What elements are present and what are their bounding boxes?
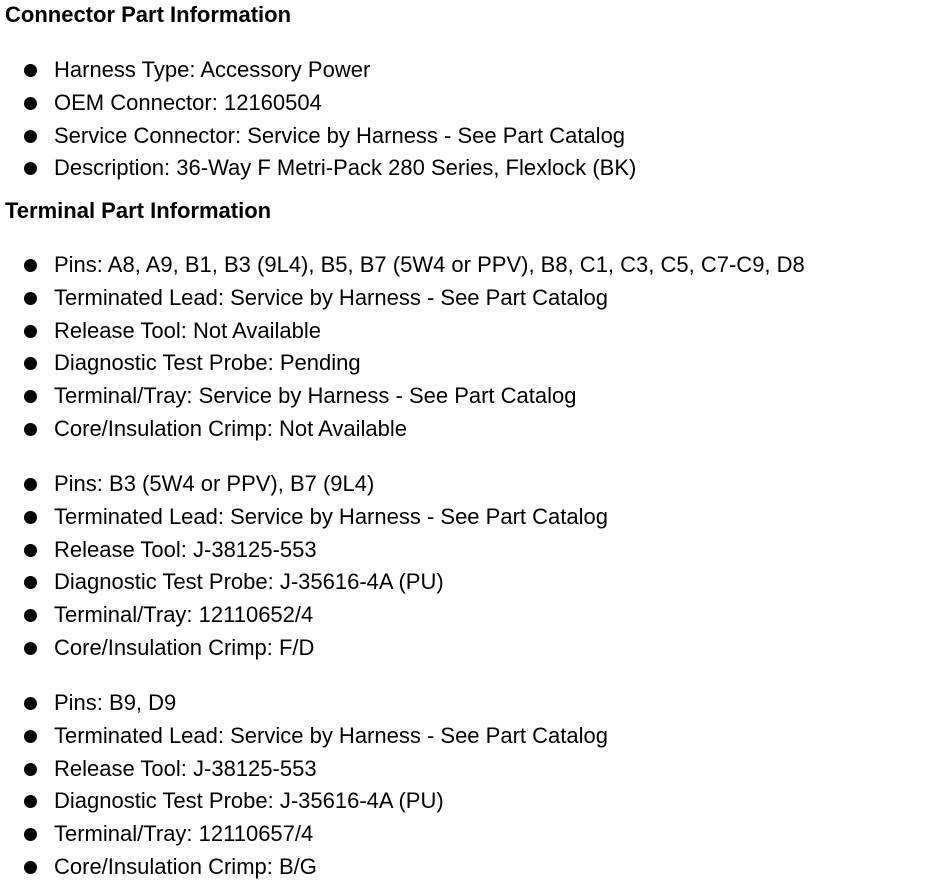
bullet-icon [24,795,37,808]
bullet-icon [24,162,37,175]
list-item-text: Description: 36-Way F Metri-Pack 280 Series, Flexlock (BK) [54,155,637,181]
list-item-text: Terminated Lead: Service by Harness - See Part Catalog [54,722,608,748]
bullet-icon [24,357,37,370]
bullet-icon [24,423,37,436]
bullet-icon [24,544,37,557]
bullet-icon [24,478,37,491]
bullet-icon [24,697,37,710]
list-item-text: OEM Connector: 12160504 [54,89,322,115]
bullet-icon [24,390,37,403]
bullet-icon [24,97,37,110]
list-item-text: Core/Insulation Crimp: Not Available [54,415,407,441]
terminal-part-heading: Terminal Part Information [5,198,272,223]
bullet-icon [24,576,37,589]
bullet-icon [24,642,37,655]
list-item-text: Terminal/Tray: 12110652/4 [54,602,314,628]
connector-part-heading: Connector Part Information [5,2,292,27]
list-item-text: Core/Insulation Crimp: B/G [54,853,317,879]
list-item-text: Core/Insulation Crimp: F/D [54,634,315,660]
list-item-text: Terminal/Tray: 12110657/4 [54,821,314,847]
list-item-text: Release Tool: Not Available [54,317,322,343]
bullet-icon [24,828,37,841]
bullet-icon [24,511,37,524]
list-item-text: Release Tool: J-38125-553 [54,536,317,562]
list-item-text: Service Connector: Service by Harness - See Part Catalog [54,122,626,148]
list-item-text: Terminated Lead: Service by Harness - See Part Catalog [54,503,608,529]
bullet-icon [24,609,37,622]
list-item-text: Terminated Lead: Service by Harness - See Part Catalog [54,284,608,310]
bullet-icon [24,259,37,272]
bullet-icon [24,763,37,776]
list-item-text: Diagnostic Test Probe: J-35616-4A (PU) [54,569,444,595]
list-item-text: Terminal/Tray: Service by Harness - See Part Catalog [54,383,577,409]
list-item-text: Release Tool: J-38125-553 [54,755,317,781]
bullet-icon [24,64,37,77]
list-item-text: Pins: B9, D9 [54,690,177,715]
list-item-text: Diagnostic Test Probe: Pending [54,350,361,376]
list-item-text: Pins: A8, A9, B1, B3 (9L4), B5, B7 (5W4 or PPV), B8, C1, C3, C5, C7-C9, D8 [54,252,805,277]
bullet-icon [24,130,37,143]
list-item-text: Harness Type: Accessory Power [54,57,371,82]
list-item-text: Diagnostic Test Probe: J-35616-4A (PU) [54,788,444,814]
bullet-icon [24,730,37,743]
bullet-icon [24,325,37,338]
bullet-icon [24,861,37,874]
bullet-icon [24,292,37,305]
list-item-text: Pins: B3 (5W4 or PPV), B7 (9L4) [54,471,375,496]
